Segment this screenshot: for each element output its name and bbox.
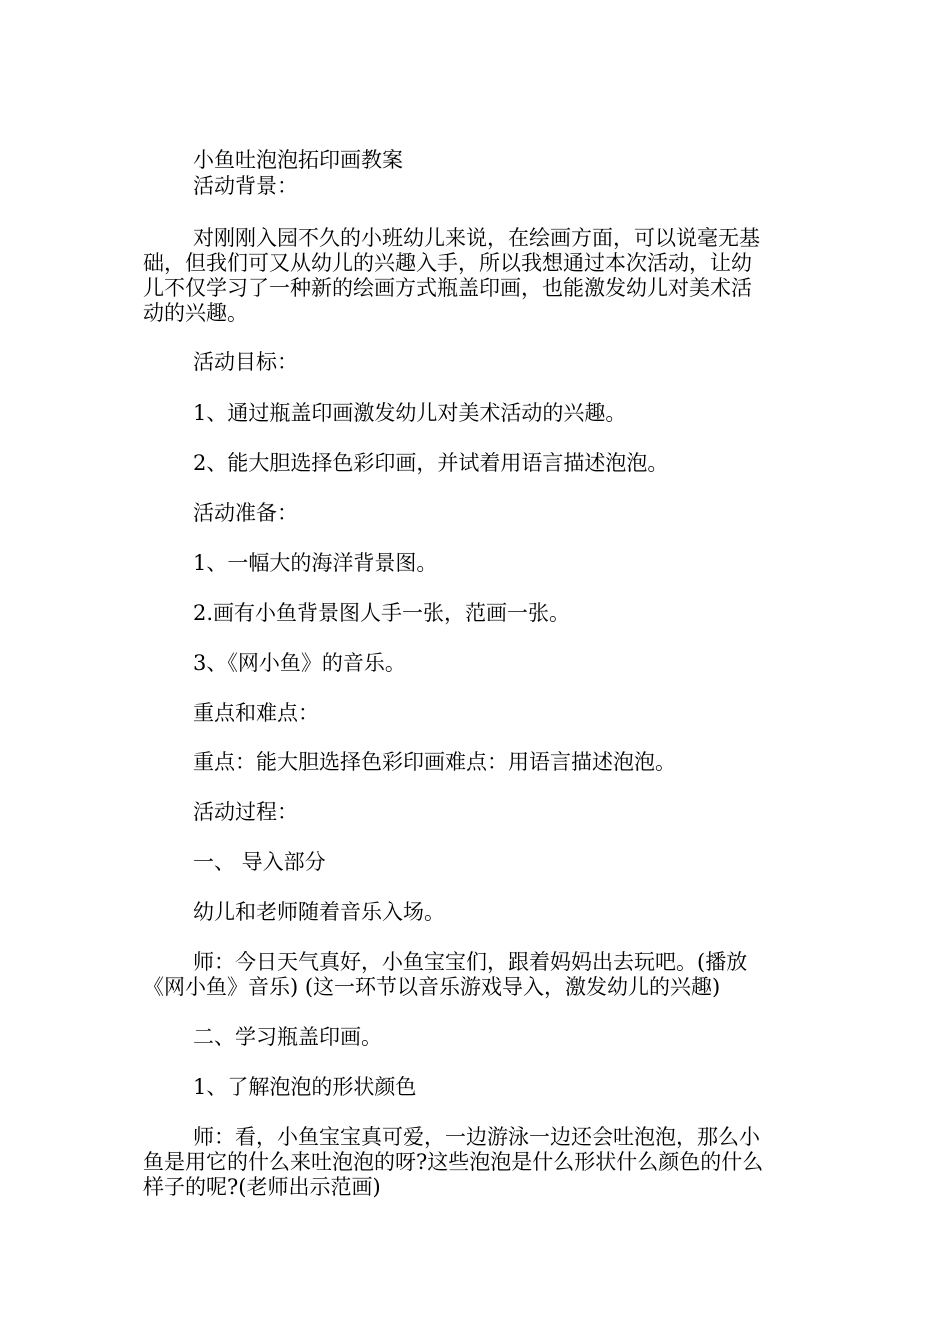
- teacher-1-line-1: 师：今日天气真好，小鱼宝宝们，跟着妈妈出去玩吧。(播放: [193, 950, 748, 974]
- key-points-text: 重点：能大胆选择色彩印画难点：用语言描述泡泡。: [193, 750, 676, 774]
- prep-item-3: 3、《网小鱼》的音乐。: [193, 651, 406, 675]
- prep-heading: 活动准备：: [193, 501, 298, 525]
- teacher-2-line-3: 样子的呢?(老师出示范画): [143, 1175, 381, 1199]
- teacher-paragraph-2: [143, 1125, 813, 1200]
- part-1-heading: 一、 导入部分: [193, 850, 326, 874]
- goal-item-1: 1、通过瓶盖印画激发幼儿对美术活动的兴趣。: [193, 401, 627, 425]
- teacher-2-line-1: 师：看，小鱼宝宝真可爱，一边游泳一边还会吐泡泡，那么小: [193, 1125, 760, 1149]
- goals-heading: 活动目标：: [193, 350, 298, 374]
- background-paragraph: [143, 226, 813, 326]
- background-heading: 活动背景：: [193, 174, 298, 198]
- background-line-4: 动的兴趣。: [143, 301, 248, 325]
- part-1-text: 幼儿和老师随着音乐入场。: [193, 900, 445, 924]
- goal-item-2: 2、能大胆选择色彩印画，并试着用语言描述泡泡。: [193, 451, 669, 475]
- prep-item-2: 2.画有小鱼背景图人手一张，范画一张。: [193, 601, 571, 625]
- document-title: 小鱼吐泡泡拓印画教案: [193, 148, 403, 172]
- process-heading: 活动过程：: [193, 800, 298, 824]
- part-2-heading: 二、学习瓶盖印画。: [193, 1025, 382, 1049]
- teacher-paragraph-1: [143, 950, 813, 1000]
- key-points-heading: 重点和难点：: [193, 701, 319, 725]
- prep-item-1: 1、一幅大的海洋背景图。: [193, 551, 438, 575]
- teacher-1-line-2: 《网小鱼》音乐) (这一环节以音乐游戏导入，激发幼儿的兴趣): [143, 975, 721, 999]
- step-1-heading: 1、了解泡泡的形状颜色: [193, 1075, 417, 1099]
- teacher-2-line-2: 鱼是用它的什么来吐泡泡的呀?这些泡泡是什么形状什么颜色的什么: [143, 1150, 764, 1174]
- background-line-1: 对刚刚入园不久的小班幼儿来说，在绘画方面，可以说毫无基: [193, 226, 760, 250]
- background-line-3: 儿不仅学习了一种新的绘画方式瓶盖印画，也能激发幼儿对美术活: [143, 276, 752, 300]
- background-line-2: 础，但我们可又从幼儿的兴趣入手，所以我想通过本次活动，让幼: [143, 251, 752, 275]
